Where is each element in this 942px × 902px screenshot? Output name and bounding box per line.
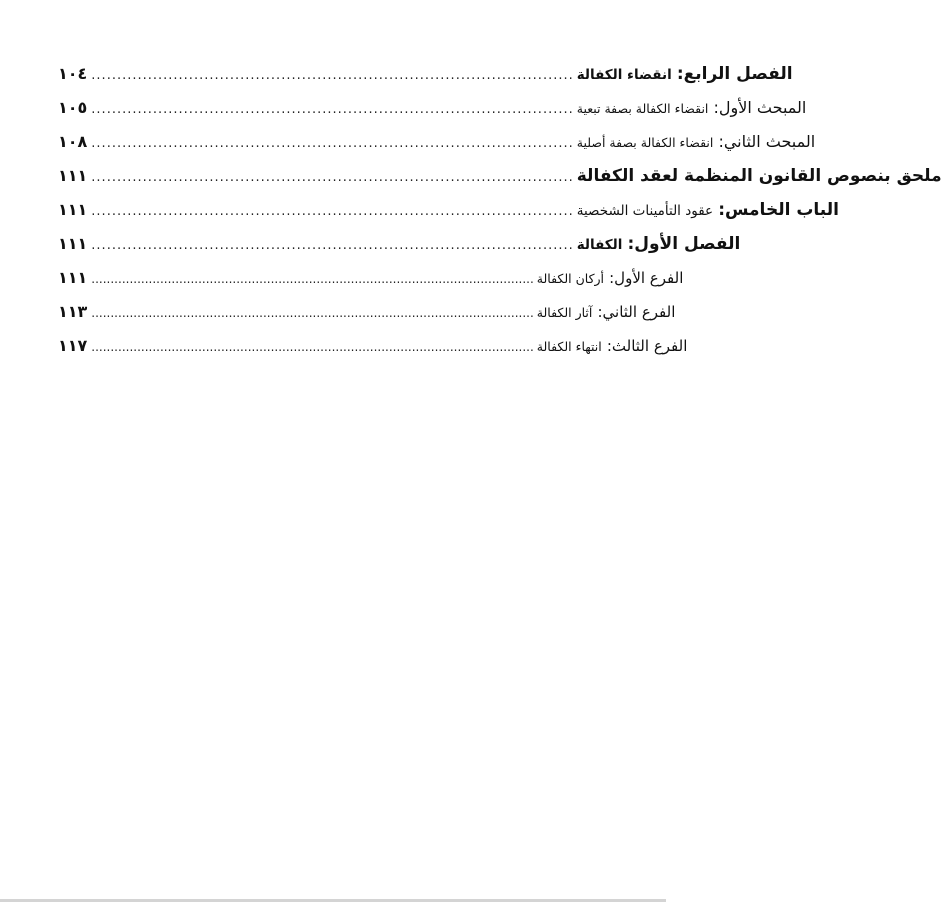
toc-entry-text: [574, 166, 942, 186]
toc-leader-dots: ..............................................................................................: [91, 68, 574, 83]
toc-entry-label: المبحث الثاني:: [718, 132, 816, 151]
toc-page-number: ١١٣: [58, 302, 88, 321]
toc-page-number: ١٠٤: [58, 64, 88, 83]
toc-entry[interactable]: [58, 268, 684, 302]
toc-leader-dots: ..............................................................................................: [91, 238, 574, 253]
toc-entry-title: أركان الكفالة: [536, 271, 605, 286]
toc-entry[interactable]: [58, 64, 793, 98]
toc-entry-label: الفصل الأول:: [627, 234, 741, 254]
table-of-contents: [58, 64, 942, 370]
toc-entry-title: انتهاء الكفالة: [536, 339, 602, 354]
toc-entry-text: [574, 234, 741, 254]
toc-entry-title: آثار الكفالة: [536, 305, 593, 320]
toc-page-number: ١١١: [58, 200, 88, 219]
toc-leader-dots: ..............................................................................................: [91, 136, 574, 151]
toc-entry[interactable]: [58, 302, 676, 336]
toc-entry-label: الفرع الأول:: [609, 269, 684, 287]
toc-entry-label: المبحث الأول:: [713, 98, 807, 117]
toc-entry[interactable]: [58, 234, 741, 268]
toc-entry[interactable]: [58, 336, 688, 370]
toc-entry-label: الفصل الرابع:: [676, 64, 793, 84]
toc-entry-text: [534, 336, 688, 355]
toc-entry-text: [574, 200, 839, 220]
toc-page-number: ١١١: [58, 268, 88, 287]
toc-leader-dots: ..............................................................................................: [91, 102, 574, 117]
toc-entry-label: الفرع الثاني:: [597, 303, 676, 321]
toc-entry-title: الكفالة: [576, 237, 623, 253]
toc-entry-text: [574, 64, 793, 84]
toc-leader-dots: ....................................................................................................................: [91, 306, 534, 320]
toc-leader-dots: ....................................................................................................................: [91, 340, 534, 354]
toc-leader-dots: ....................................................................................................................: [91, 272, 534, 286]
toc-entry-text: [534, 268, 684, 287]
toc-entry-title: انقضاء الكفالة: [576, 67, 672, 83]
toc-entry[interactable]: [58, 98, 807, 132]
toc-leader-dots: ..............................................................................................: [91, 170, 574, 185]
toc-page-number: ١١١: [58, 166, 88, 185]
toc-entry-title: انقضاء الكفالة بصفة تبعية: [576, 101, 709, 116]
toc-entry-text: [574, 98, 807, 117]
toc-entry-text: [574, 132, 815, 151]
toc-entry[interactable]: [58, 200, 839, 234]
toc-leader-dots: ..............................................................................................: [91, 204, 574, 219]
toc-entry-title: انقضاء الكفالة بصفة أصلية: [576, 135, 714, 150]
toc-page-number: ١١١: [58, 234, 88, 253]
toc-entry-title: عقود التأمينات الشخصية: [576, 203, 714, 219]
toc-page-number: ١١٧: [58, 336, 88, 355]
toc-page-number: ١٠٨: [58, 132, 88, 151]
toc-entry-label: ملحق بنصوص القانون المنظمة لعقد الكفالة: [576, 166, 942, 186]
toc-entry-label: الباب الخامس:: [718, 200, 839, 220]
toc-entry[interactable]: [58, 166, 942, 200]
toc-entry[interactable]: [58, 132, 816, 166]
toc-entry-text: [534, 302, 676, 321]
toc-entry-label: الفرع الثالث:: [606, 337, 688, 355]
toc-page-number: ١٠٥: [58, 98, 88, 117]
